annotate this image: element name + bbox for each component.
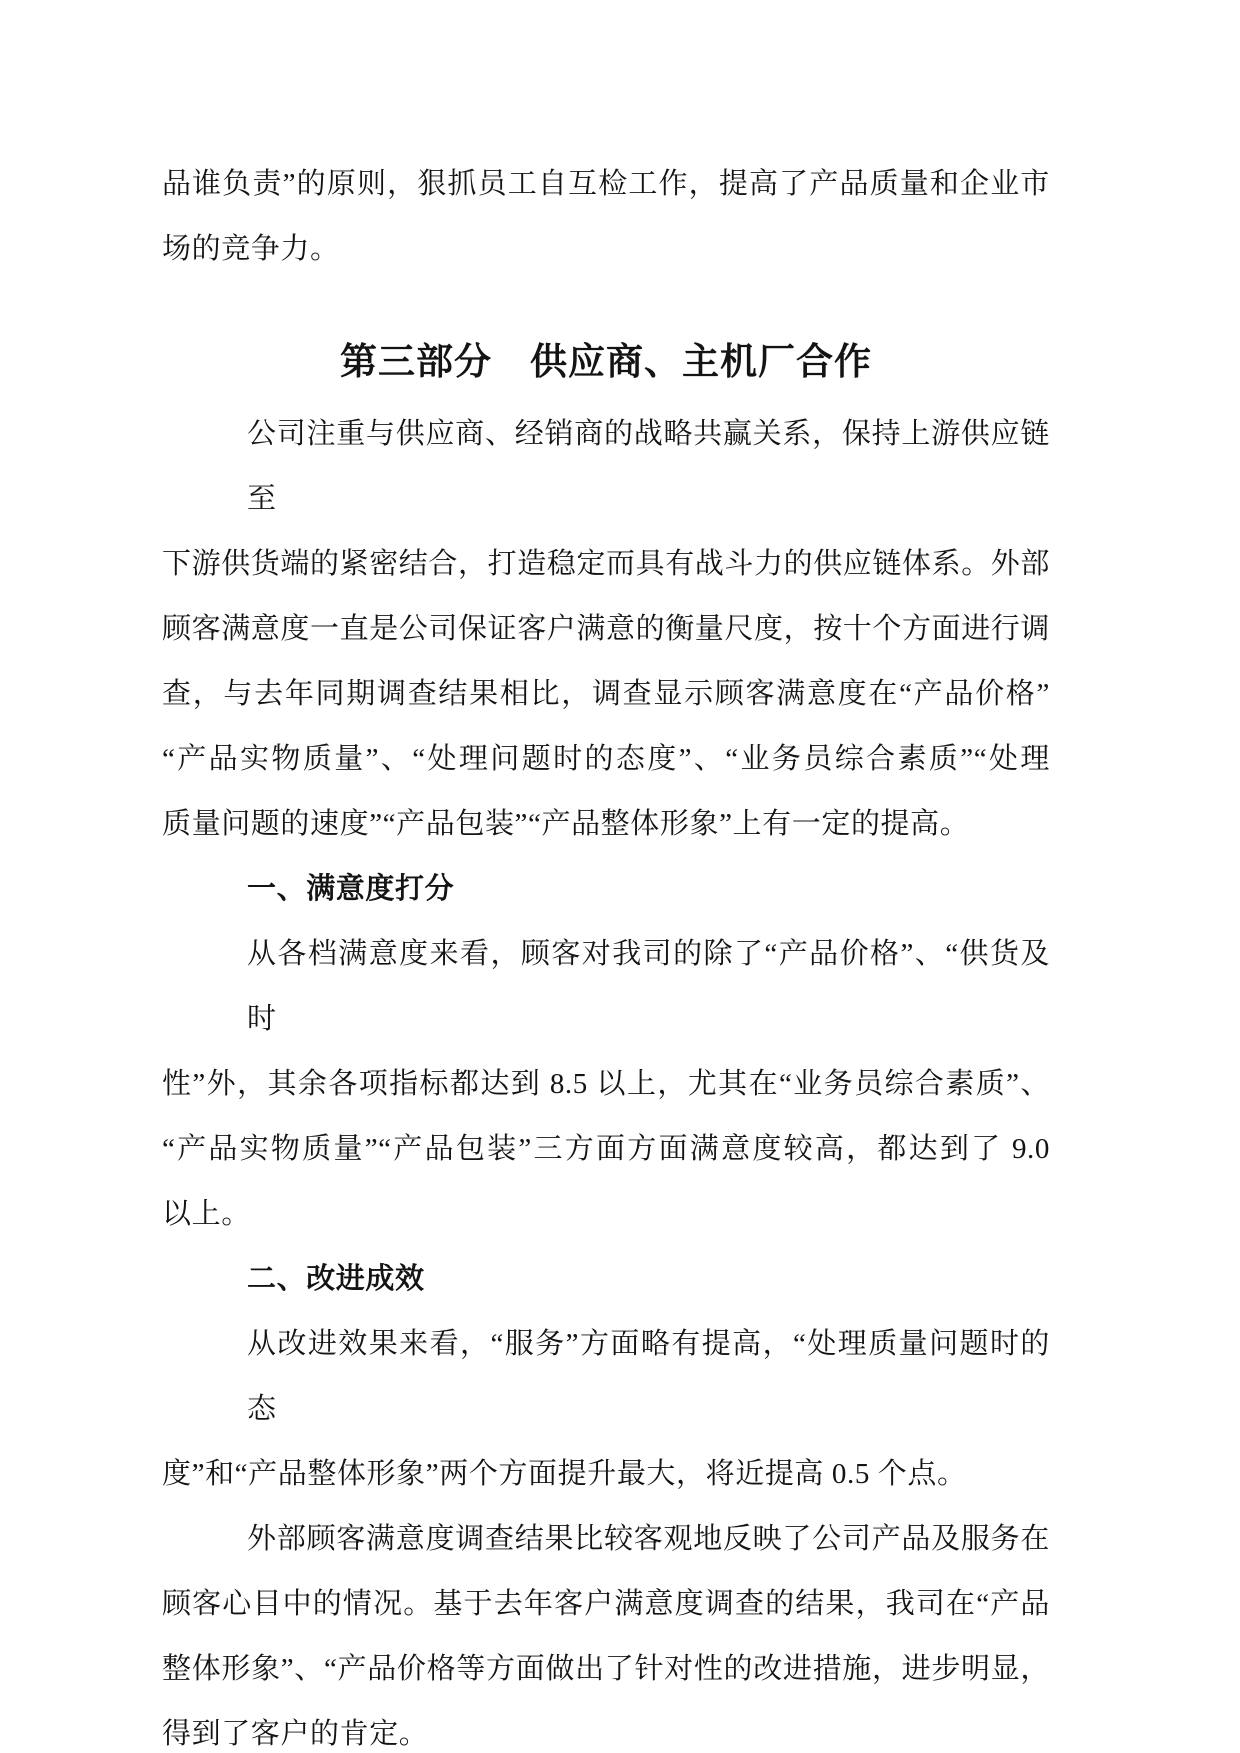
subsection-heading-improvement: 二、改进成效: [247, 1263, 425, 1295]
paragraph-survey-conclusion: [162, 1507, 1050, 1753]
subsection-heading-satisfaction-score: 一、满意度打分: [247, 873, 455, 905]
text-line: 以上。: [162, 1198, 251, 1230]
section-heading: 第三部分 供应商、主机厂合作: [340, 342, 872, 383]
text-line: 质量问题的速度”“产品包装”“产品整体形象”上有一定的提高。: [162, 808, 970, 840]
text-line: 品谁负责”的原则，狠抓员工自互检工作，提高了产品质量和企业市: [162, 168, 1050, 200]
text-line: 从改进效果来看，“服务”方面略有提高，“处理质量问题时的态: [247, 1328, 1050, 1425]
document-content: [162, 152, 1050, 1753]
text-line: 性”外，其余各项指标都达到 8.5 以上，尤其在“业务员综合素质”、: [162, 1068, 1050, 1100]
text-line: 场的竞争力。: [162, 233, 340, 265]
paragraph-improvement: [162, 1312, 1050, 1507]
text-line: 整体形象”、“产品价格等方面做出了针对性的改进措施，进步明显，: [162, 1653, 1050, 1685]
text-line: 公司注重与供应商、经销商的战略共赢关系，保持上游供应链至: [247, 418, 1050, 515]
text-line: 顾客心目中的情况。基于去年客户满意度调查的结果，我司在“产品: [162, 1588, 1050, 1620]
text-line: 得到了客户的肯定。: [162, 1718, 429, 1750]
text-line: “产品实物质量”、“处理问题时的态度”、“业务员综合素质”“处理: [162, 743, 1050, 775]
paragraph-supply-chain: [162, 402, 1050, 857]
paragraph-satisfaction-score: [162, 922, 1050, 1247]
text-line: 度”和“产品整体形象”两个方面提升最大，将近提高 0.5 个点。: [162, 1458, 967, 1490]
text-line: 下游供货端的紧密结合，打造稳定而具有战斗力的供应链体系。外部: [162, 548, 1051, 580]
text-line: 查，与去年同期调查结果相比，调查显示顾客满意度在“产品价格”: [162, 678, 1050, 710]
text-line: “产品实物质量”“产品包装”三方面方面满意度较高，都达到了 9.0: [162, 1133, 1050, 1165]
text-line: 外部顾客满意度调查结果比较客观地反映了公司产品及服务在: [247, 1523, 1050, 1555]
text-line: 顾客满意度一直是公司保证客户满意的衡量尺度，按十个方面进行调: [162, 613, 1051, 645]
paragraph-continuation: [162, 152, 1050, 282]
text-line: 从各档满意度来看，顾客对我司的除了“产品价格”、“供货及时: [247, 938, 1050, 1035]
